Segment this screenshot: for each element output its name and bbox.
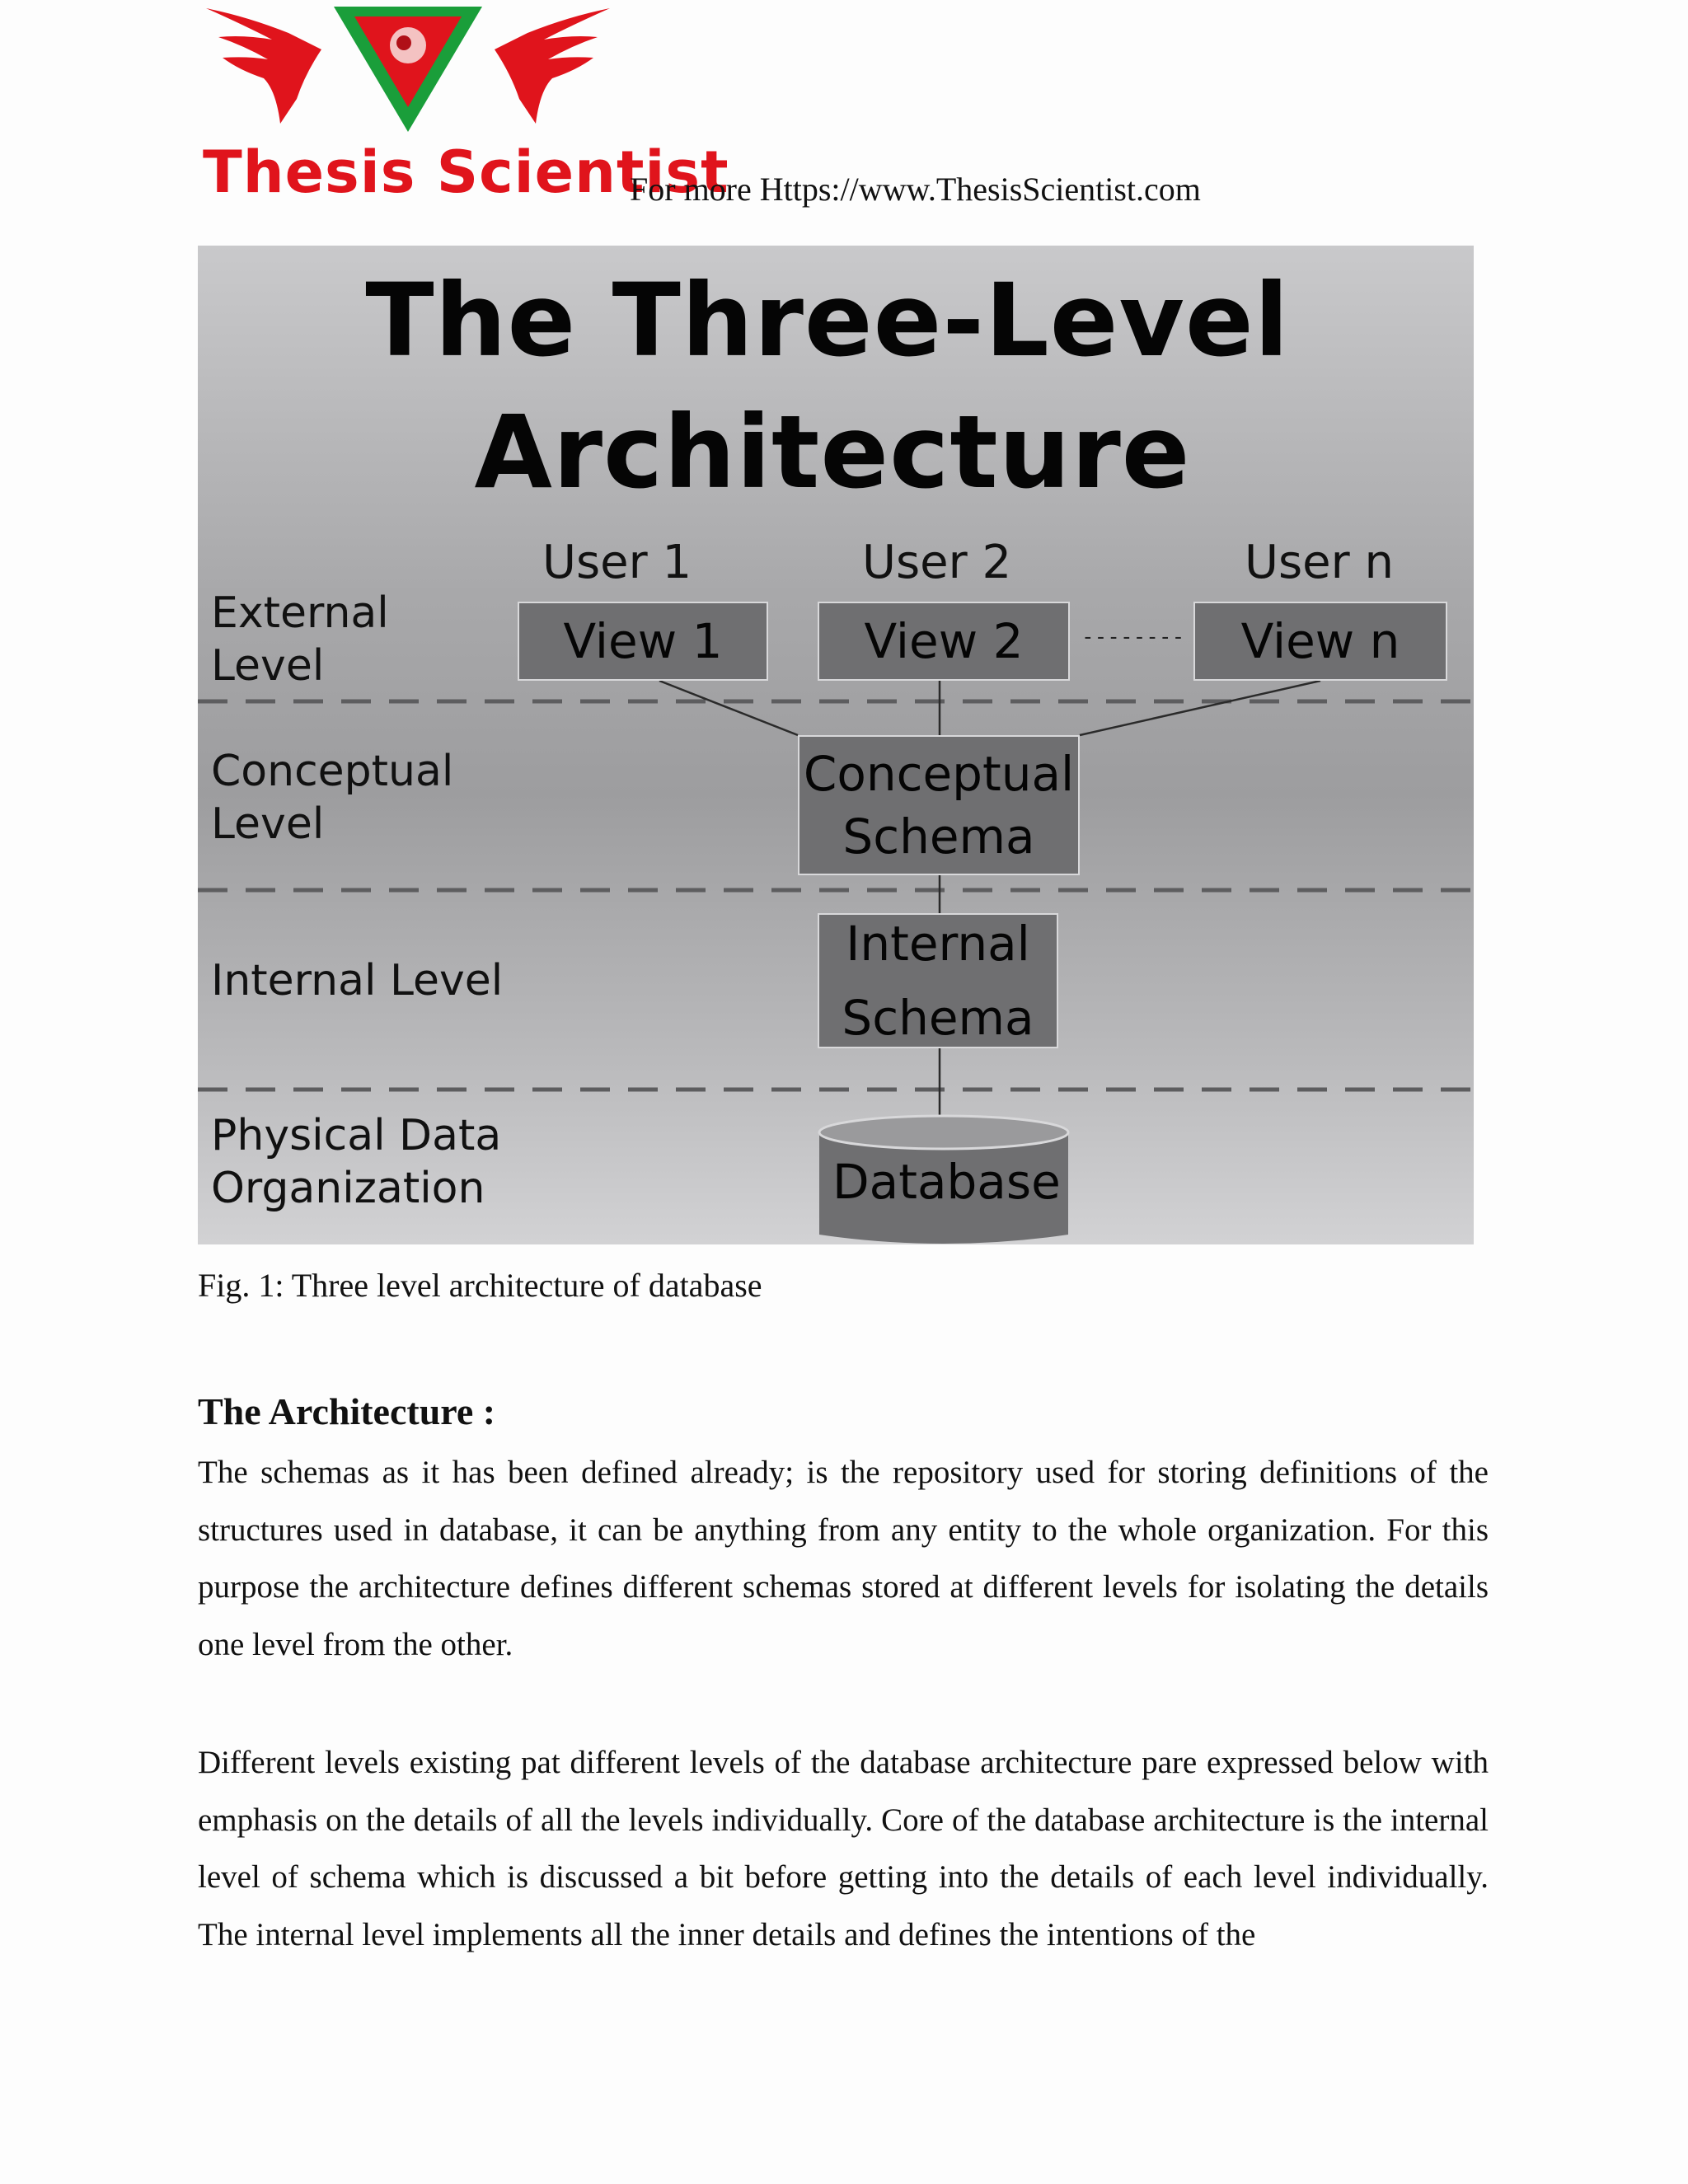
conceptual-schema-line2: Schema (842, 808, 1035, 865)
view-label-2: View 2 (864, 613, 1024, 669)
section-heading: The Architecture : (198, 1390, 496, 1432)
conceptual-schema-line1: Conceptual (803, 746, 1075, 802)
connector-view1 (659, 681, 798, 735)
database-label: Database (832, 1154, 1061, 1210)
level-label-external: External Level (211, 588, 389, 691)
view-box-1 (518, 602, 768, 681)
header-website-link[interactable]: For more Https://www.ThesisScientist.com (630, 171, 1201, 208)
connector-viewn (1080, 681, 1320, 735)
level-label-internal: Internal Level (211, 956, 504, 1005)
logo (198, 0, 729, 213)
internal-schema-line1: Internal (846, 916, 1030, 972)
level-label-physical: Physical Data Organization (211, 1111, 502, 1213)
view-label-1: View 1 (563, 613, 723, 669)
architecture-figure (198, 246, 1474, 1244)
view-box-2 (818, 602, 1070, 681)
user-label-2: User 2 (862, 536, 1012, 589)
user-label-n: User n (1245, 536, 1394, 589)
figure-caption: Fig. 1: Three level architecture of database (198, 1267, 762, 1304)
view-box-n (1193, 602, 1447, 681)
figure-title-line1: The Three-Level (365, 262, 1290, 379)
paragraph-1: The schemas as it has been defined already; is the repository used for storing definitions of the structures used in database, it can be anything from any entity to the whole organization. For this purpose the architecture defines different schemas stored at different levels for isolating the details one level from the other. (198, 1455, 1489, 1662)
conceptual-schema-box (798, 735, 1080, 875)
paragraph-2: Different levels existing pat different levels of the database architecture pare expressed below with emphasis on the details of all the levels individually. Core of the database architecture is the internal level of schema which is discussed a bit before getting into the details of each level individually. The internal level implements all the inner details and defines the intentions of the (198, 1745, 1489, 1952)
user-label-1: User 1 (542, 536, 692, 589)
logo-emblem-icon (198, 0, 618, 140)
level-label-conceptual: Conceptual Level (211, 747, 454, 849)
view-separator: -------- (1081, 625, 1185, 649)
figure-title-line2: Architecture (474, 394, 1191, 511)
view-label-n: View n (1240, 613, 1400, 669)
logo-text: Thesis Scientist (203, 138, 729, 206)
internal-schema-line2: Schema (842, 990, 1034, 1046)
internal-schema-box (818, 913, 1058, 1048)
